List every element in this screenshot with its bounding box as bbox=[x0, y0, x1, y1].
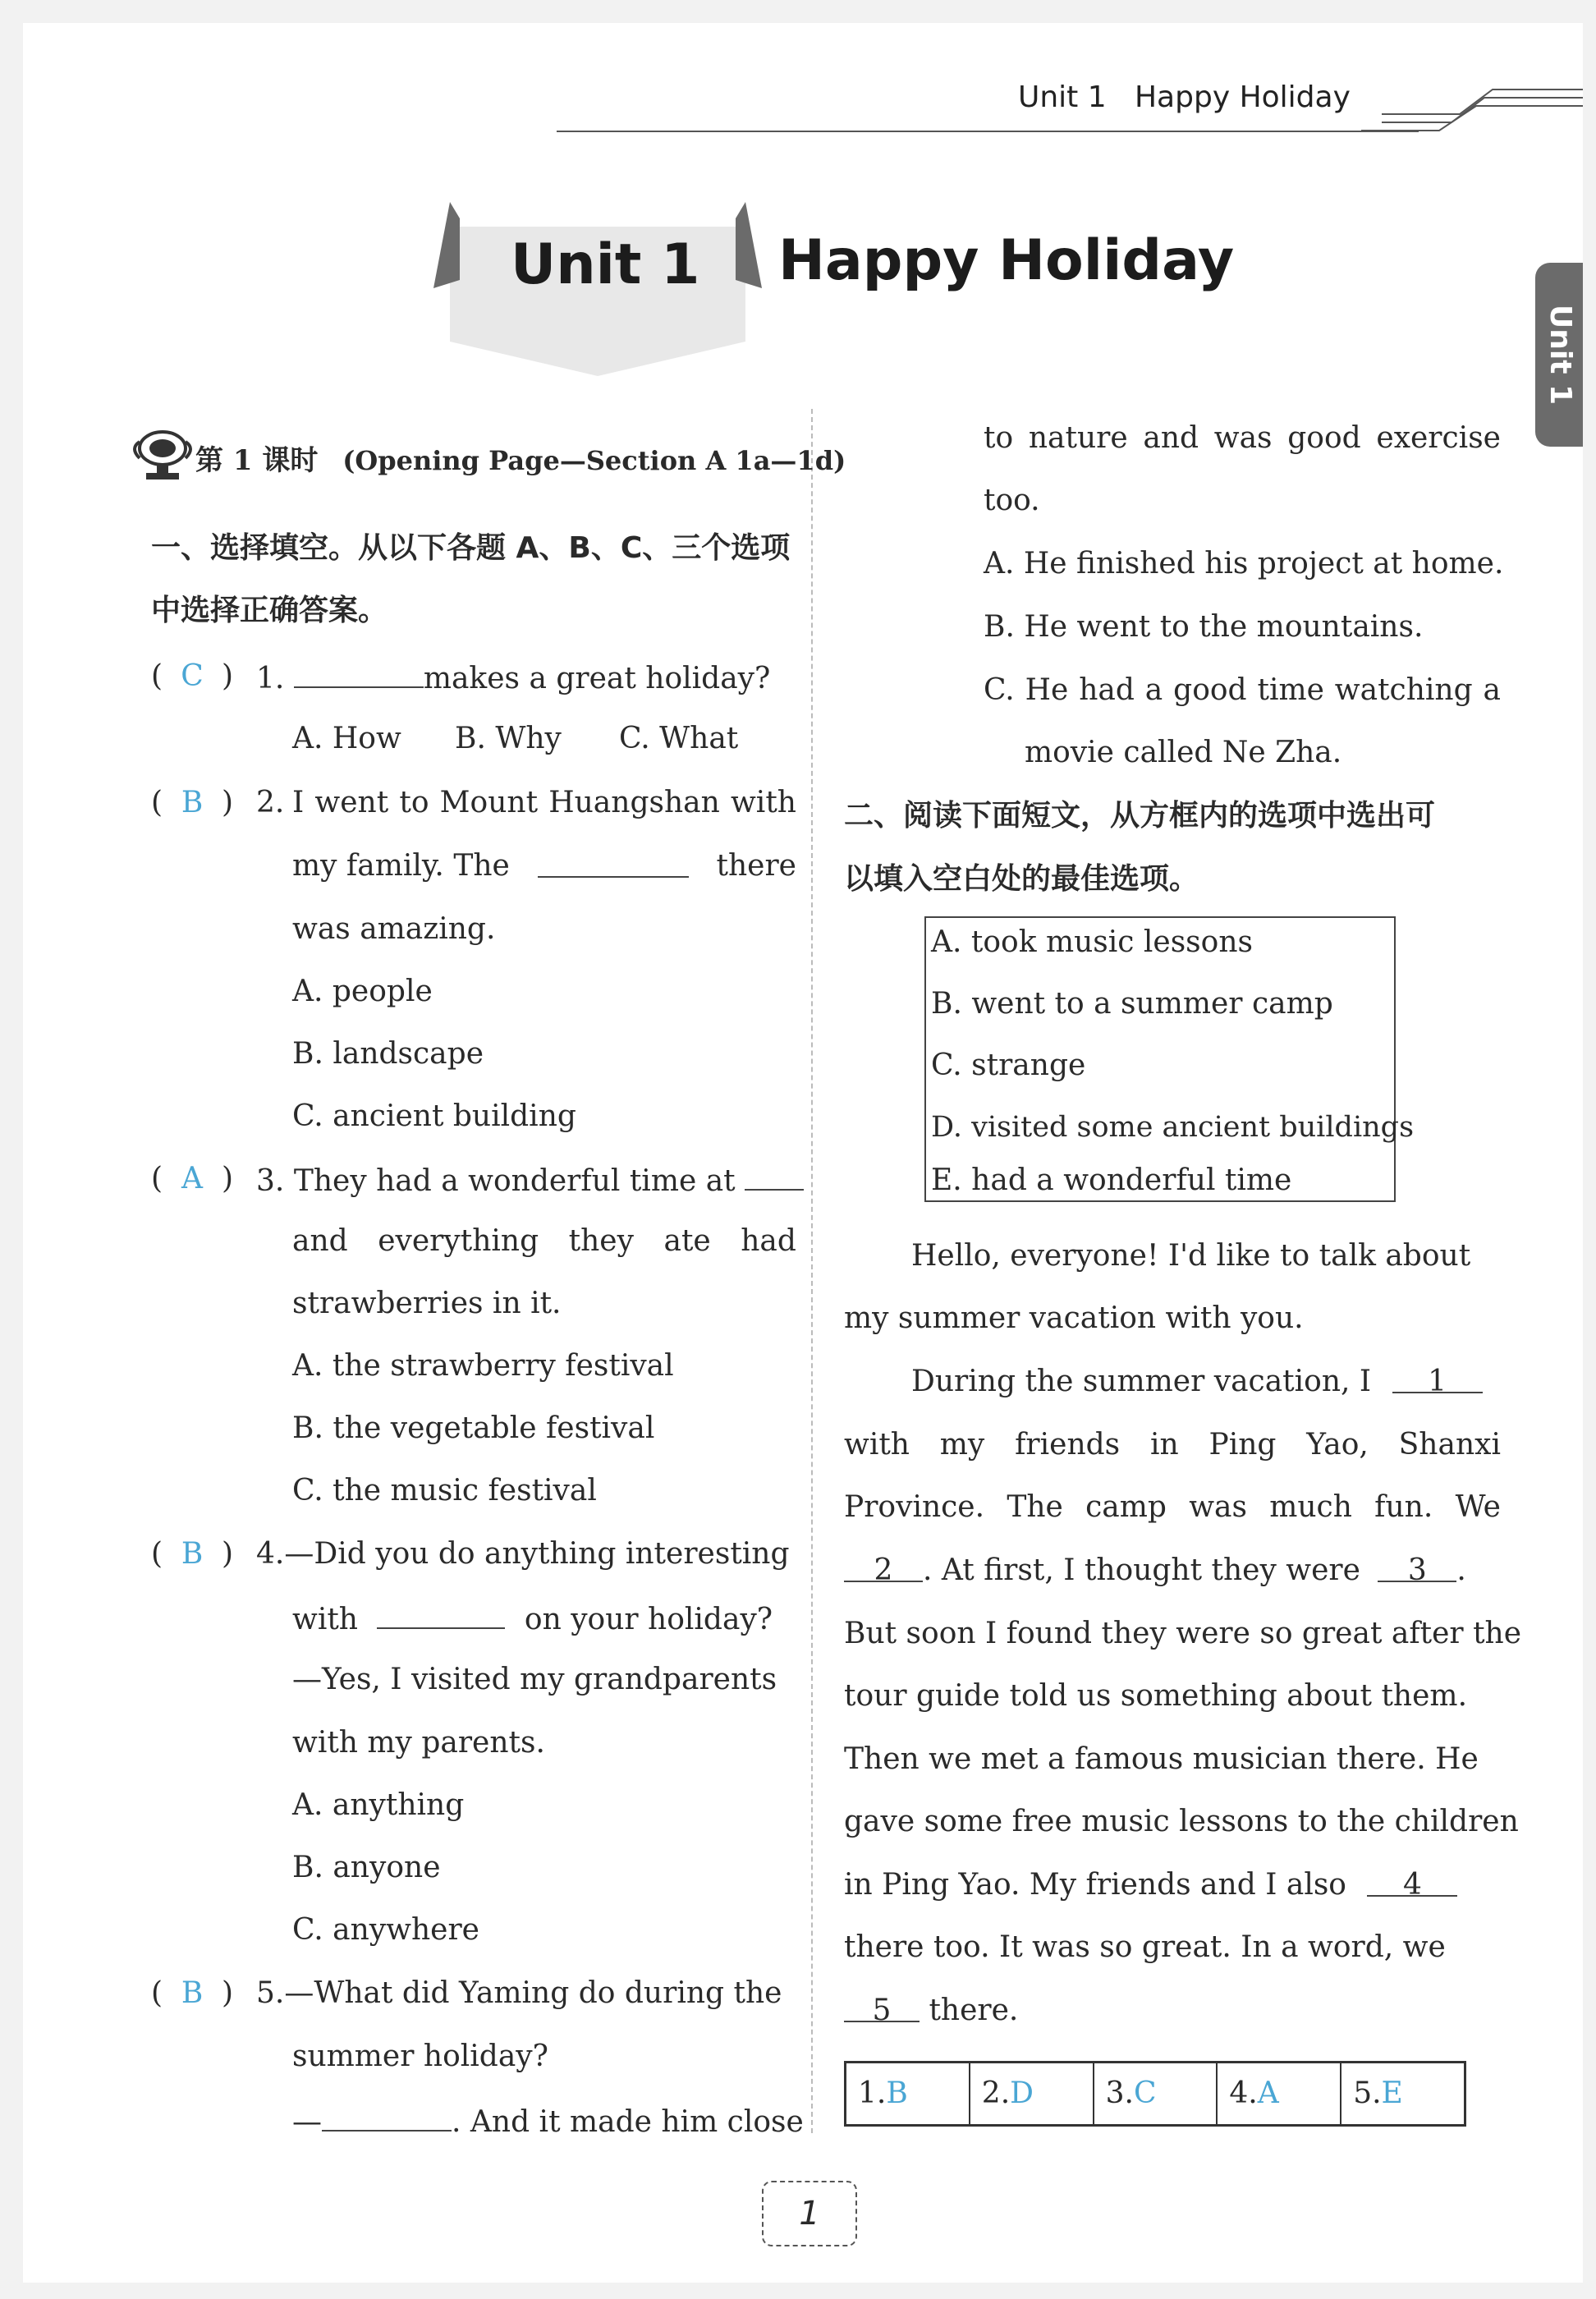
paren-close: ) bbox=[222, 659, 234, 693]
word: camp bbox=[1085, 1490, 1167, 1524]
word: with bbox=[730, 786, 796, 819]
q1-text: makes a great holiday? bbox=[423, 662, 771, 695]
passage-line10: gave some free music lessons to the children bbox=[844, 1805, 1519, 1838]
q5-option-c-line2: movie called Ne Zha. bbox=[1025, 736, 1342, 769]
q3-option-c: C. the music festival bbox=[292, 1474, 597, 1507]
q2-option-a: A. people bbox=[292, 975, 433, 1008]
page-number: 1 bbox=[762, 2181, 857, 2246]
page bbox=[23, 23, 1583, 2283]
word: they bbox=[568, 1224, 634, 1258]
blank-3: 3 bbox=[1378, 1553, 1456, 1582]
header-rule bbox=[557, 131, 1419, 132]
q3-line3: strawberries in it. bbox=[292, 1287, 562, 1320]
word: He bbox=[1025, 673, 1069, 707]
q5-answer-paren bbox=[151, 1975, 233, 2012]
q5-cont-line1 bbox=[984, 420, 1501, 457]
q3-line2 bbox=[292, 1223, 796, 1260]
period: . bbox=[1456, 1553, 1466, 1587]
part2-instruction-line1: 二、阅读下面短文，从方框内的选项中选出可 bbox=[844, 799, 1436, 833]
word: fun. bbox=[1374, 1490, 1433, 1524]
q4-line1: —Did you do anything interesting bbox=[284, 1537, 790, 1571]
passage-line7: But soon I found they were so great after the bbox=[844, 1617, 1522, 1650]
q5-number: 5. bbox=[256, 1976, 285, 2010]
answer-table bbox=[844, 2061, 1466, 2127]
paren-open: ( bbox=[151, 1537, 163, 1571]
q5-line3 bbox=[292, 2102, 804, 2141]
word: I bbox=[292, 786, 305, 819]
passage-line12: there too. It was so great. In a word, we bbox=[844, 1930, 1446, 1964]
passage-line3 bbox=[911, 1364, 1483, 1400]
answer-letter: D bbox=[1010, 2076, 1034, 2110]
paren-open: ( bbox=[151, 659, 163, 693]
side-tab-label: Unit 1 bbox=[1543, 305, 1577, 405]
lesson-heading bbox=[195, 438, 846, 478]
word: time bbox=[1257, 673, 1324, 707]
q3-answer-paren bbox=[151, 1161, 233, 1197]
q3-option-a: A. the strawberry festival bbox=[292, 1349, 674, 1383]
q4-line2 bbox=[292, 1599, 773, 1638]
word: friends bbox=[1015, 1428, 1121, 1462]
lesson-label: 第 1 课时 bbox=[195, 444, 319, 477]
q1-stem bbox=[256, 658, 770, 697]
passage-line1: Hello, everyone! I'd like to talk about bbox=[911, 1239, 1471, 1273]
q5-option-c bbox=[984, 672, 1501, 709]
q5-line1: —What did Yaming do during the bbox=[284, 1976, 782, 2010]
q4-option-c: C. anywhere bbox=[292, 1913, 479, 1947]
word: and bbox=[292, 1224, 348, 1258]
q5-blank bbox=[322, 2102, 452, 2132]
q2-line1 bbox=[292, 785, 796, 821]
word: to bbox=[984, 421, 1014, 455]
box-option-c: C. strange bbox=[931, 1049, 1086, 1082]
word: in bbox=[1149, 1428, 1179, 1462]
paren-open: ( bbox=[151, 1162, 163, 1195]
word: Mount bbox=[439, 786, 539, 819]
answer-letter: B bbox=[886, 2076, 908, 2110]
word: Shanxi bbox=[1398, 1428, 1501, 1462]
q2-line2-start: my family. The bbox=[292, 849, 510, 883]
box-option-e: E. had a wonderful time bbox=[931, 1163, 1292, 1197]
answer-cell bbox=[1094, 2063, 1218, 2124]
q5-answer: B bbox=[181, 1976, 204, 2010]
answer-cell bbox=[970, 2063, 1094, 2124]
passage-line4 bbox=[844, 1427, 1501, 1463]
trophy-icon bbox=[130, 427, 195, 483]
answer-cell bbox=[1341, 2063, 1464, 2124]
q4-option-b: B. anyone bbox=[292, 1851, 441, 1884]
header-unit: Unit 1 bbox=[1018, 80, 1107, 114]
word: was bbox=[1213, 421, 1273, 455]
word: was bbox=[1189, 1490, 1247, 1524]
options-box bbox=[924, 916, 1415, 1202]
q3-blank bbox=[745, 1161, 804, 1191]
word: with bbox=[844, 1428, 910, 1462]
q2-answer: B bbox=[181, 786, 204, 819]
header-decoration bbox=[1361, 68, 1583, 150]
word: my bbox=[939, 1428, 985, 1462]
answer-num: 2. bbox=[981, 2076, 1011, 2110]
q2-number: 2. bbox=[256, 786, 285, 819]
word: Yao, bbox=[1306, 1428, 1369, 1462]
paren-open: ( bbox=[151, 786, 163, 819]
word: good bbox=[1173, 673, 1247, 707]
q5-line3-text: . And it made him close bbox=[452, 2105, 804, 2139]
word: and bbox=[1143, 421, 1199, 455]
word: ate bbox=[663, 1224, 711, 1258]
answer-num: 4. bbox=[1229, 2076, 1258, 2110]
blank-4: 4 bbox=[1367, 1867, 1457, 1897]
q5-cont-line2: too. bbox=[984, 484, 1040, 517]
q5-option-a: A. He finished his project at home. bbox=[984, 547, 1504, 580]
word: The bbox=[1007, 1490, 1063, 1524]
q1-option-b: B. Why bbox=[455, 722, 562, 755]
q1-answer-paren bbox=[151, 658, 233, 695]
passage-line6 bbox=[844, 1553, 1466, 1589]
passage-line11 bbox=[844, 1867, 1457, 1903]
part1-instruction-line2: 中选择正确答案。 bbox=[151, 594, 388, 627]
q5-line2: summer holiday? bbox=[292, 2040, 548, 2073]
q5-option-b: B. He went to the mountains. bbox=[984, 610, 1424, 644]
passage-line13 bbox=[844, 1993, 1018, 2029]
word: C. bbox=[984, 673, 1015, 707]
banner-title: Happy Holiday bbox=[778, 228, 1235, 293]
paren-close: ) bbox=[222, 1976, 234, 2010]
q4-line2-start: with bbox=[292, 1603, 358, 1636]
passage-text: in Ping Yao. My friends and I also bbox=[844, 1868, 1346, 1902]
paren-close: ) bbox=[222, 786, 234, 819]
q2-line2-end: there bbox=[716, 849, 796, 883]
word: a bbox=[1483, 673, 1501, 707]
word: everything bbox=[378, 1224, 539, 1258]
paren-open: ( bbox=[151, 1976, 163, 2010]
q4-blank bbox=[377, 1599, 505, 1629]
q2-answer-paren bbox=[151, 785, 233, 821]
q3-line1: They had a wonderful time at bbox=[293, 1164, 736, 1198]
passage-text: . At first, I thought they were bbox=[923, 1553, 1360, 1587]
word: had bbox=[1079, 673, 1135, 707]
box-option-a: A. took music lessons bbox=[931, 925, 1253, 959]
q4-line3: —Yes, I visited my grandparents bbox=[292, 1663, 777, 1696]
running-header bbox=[1018, 80, 1351, 114]
banner-unit: Unit 1 bbox=[511, 232, 700, 297]
blank-2: 2 bbox=[844, 1553, 923, 1582]
q5-stem bbox=[256, 1975, 782, 2012]
answer-cell bbox=[846, 2063, 970, 2124]
header-title: Happy Holiday bbox=[1134, 80, 1351, 114]
dash: — bbox=[292, 2105, 322, 2139]
q4-number: 4. bbox=[256, 1537, 285, 1571]
q3-number: 3. bbox=[256, 1164, 285, 1198]
answer-num: 3. bbox=[1105, 2076, 1134, 2110]
word: went bbox=[314, 786, 389, 819]
q2-blank bbox=[538, 848, 689, 878]
answer-num: 1. bbox=[858, 2076, 887, 2110]
q3-stem bbox=[256, 1161, 804, 1200]
answer-letter: E bbox=[1381, 2076, 1403, 2110]
blank-5: 5 bbox=[844, 1993, 920, 2022]
passage-line8: tour guide told us something about them. bbox=[844, 1679, 1468, 1713]
box-option-d: D. visited some ancient buildings bbox=[931, 1111, 1415, 1144]
q4-line4: with my parents. bbox=[292, 1726, 545, 1760]
q4-stem bbox=[256, 1536, 790, 1572]
q2-line2 bbox=[292, 848, 796, 884]
word: had bbox=[741, 1224, 796, 1258]
q1-number: 1. bbox=[256, 662, 285, 695]
word: Huangshan bbox=[548, 786, 720, 819]
unit-side-tab bbox=[1535, 263, 1583, 447]
q2-option-b: B. landscape bbox=[292, 1037, 484, 1071]
q3-answer: A bbox=[181, 1162, 204, 1195]
paren-close: ) bbox=[222, 1162, 234, 1195]
part2-instruction-line2: 以填入空白处的最佳选项。 bbox=[844, 862, 1199, 896]
q4-answer: B bbox=[181, 1537, 204, 1571]
q1-answer: C bbox=[181, 659, 204, 693]
column-divider bbox=[811, 409, 813, 2133]
passage-text: During the summer vacation, I bbox=[911, 1365, 1372, 1398]
q4-option-a: A. anything bbox=[292, 1788, 465, 1822]
answer-letter: A bbox=[1257, 2076, 1279, 2110]
q1-option-a: A. How bbox=[292, 722, 401, 755]
word: watching bbox=[1334, 673, 1473, 707]
q2-option-c: C. ancient building bbox=[292, 1099, 576, 1133]
q4-answer-paren bbox=[151, 1536, 233, 1572]
q1-option-c: C. What bbox=[619, 722, 739, 755]
q4-line2-end: on your holiday? bbox=[524, 1603, 773, 1636]
answer-num: 5. bbox=[1353, 2076, 1382, 2110]
word: nature bbox=[1028, 421, 1128, 455]
word: much bbox=[1269, 1490, 1352, 1524]
word: exercise bbox=[1376, 421, 1501, 455]
word: a bbox=[1144, 673, 1163, 707]
lesson-scope: (Opening Page—Section A 1a—1d) bbox=[342, 445, 846, 476]
passage-line2: my summer vacation with you. bbox=[844, 1301, 1304, 1335]
blank-1: 1 bbox=[1392, 1364, 1483, 1393]
part1-instruction-line1: 一、选择填空。从以下各题 A、B、C、三个选项 bbox=[151, 531, 791, 565]
passage-text: there. bbox=[929, 1994, 1019, 2027]
q1-blank bbox=[294, 658, 424, 688]
word: Ping bbox=[1208, 1428, 1277, 1462]
passage-line5 bbox=[844, 1489, 1501, 1526]
passage-line9: Then we met a famous musician there. He bbox=[844, 1742, 1479, 1776]
answer-letter: C bbox=[1133, 2076, 1157, 2110]
word: Province. bbox=[844, 1490, 985, 1524]
word: We bbox=[1455, 1490, 1501, 1524]
box-option-b: B. went to a summer camp bbox=[931, 987, 1333, 1021]
word: to bbox=[399, 786, 429, 819]
q3-option-b: B. the vegetable festival bbox=[292, 1411, 655, 1445]
q2-line3: was amazing. bbox=[292, 912, 496, 946]
answer-cell bbox=[1218, 2063, 1341, 2124]
word: good bbox=[1287, 421, 1361, 455]
paren-close: ) bbox=[222, 1537, 234, 1571]
